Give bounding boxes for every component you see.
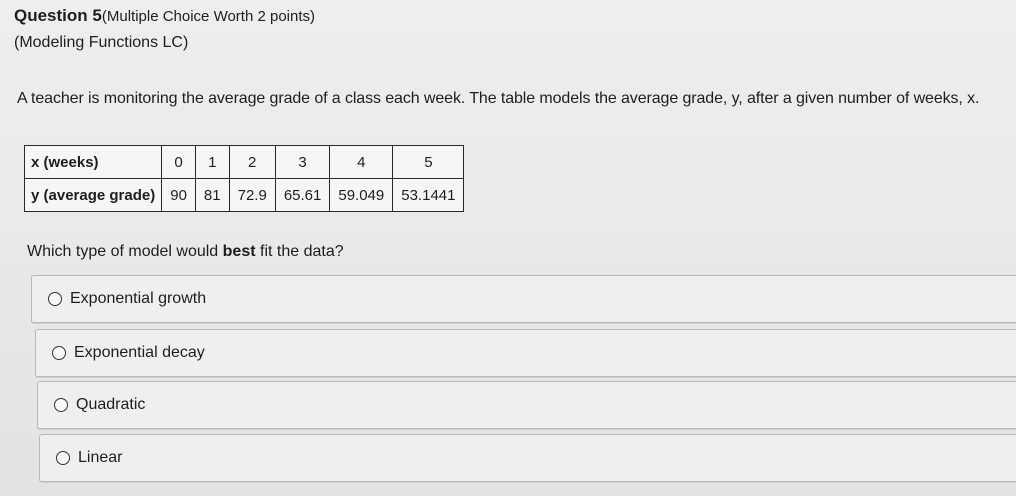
row-header-y: y (average grade) [25,179,162,212]
table-cell: 65.61 [275,179,330,212]
table-row [25,179,464,212]
option-exponential-decay[interactable] [35,329,1016,377]
question-subtitle: (Modeling Functions LC) [14,34,189,51]
table-cell: 72.9 [229,179,275,212]
table-cell: 4 [330,146,393,179]
row-header-x: x (weeks) [25,146,162,179]
table-cell: 5 [393,146,464,179]
table-row [25,146,464,179]
table-cell: 1 [195,146,229,179]
option-label: Exponential growth [70,290,207,307]
radio-button[interactable] [54,398,68,412]
option-quadratic[interactable] [37,381,1016,429]
question-prompt [27,243,344,261]
table-cell: 53.1441 [393,179,464,212]
option-linear[interactable] [39,434,1016,482]
question-text: A teacher is monitoring the average grade of a class each week. The table models the average grade, y, after a given number of weeks, x. [17,90,980,107]
question-title: Question 5 [14,6,102,25]
prompt-emphasis: best [222,243,256,260]
radio-button[interactable] [48,292,62,306]
data-table [24,145,464,212]
table-cell: 59.049 [330,179,393,212]
radio-button[interactable] [56,451,70,465]
prompt-text-end: fit the data? [255,243,344,260]
option-label: Linear [78,449,123,466]
question-header [14,6,315,26]
option-exponential-growth[interactable] [31,275,1016,323]
radio-button[interactable] [52,346,66,360]
table-cell: 2 [229,146,275,179]
option-label: Exponential decay [74,344,205,361]
table-cell: 3 [275,146,330,179]
prompt-text: Which type of model would [27,243,223,260]
question-points: (Multiple Choice Worth 2 points) [101,8,316,25]
table-cell: 81 [195,179,229,212]
table-cell: 0 [162,146,196,179]
option-label: Quadratic [76,396,146,413]
table-cell: 90 [162,179,196,212]
